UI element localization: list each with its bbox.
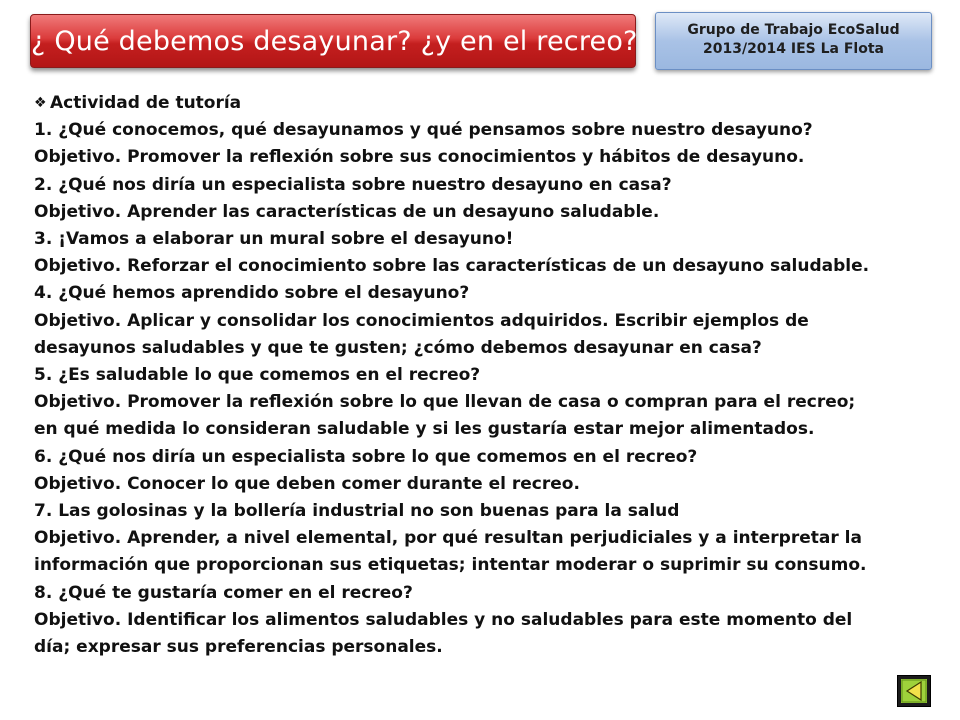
activity-line: Objetivo. Promover la reflexión sobre sus conocimientos y hábitos de desayuno. — [34, 147, 805, 168]
activity-line: Objetivo. Aplicar y consolidar los conocimientos adquiridos. Escribir ejemplos de — [34, 310, 809, 331]
group-info-box — [655, 12, 932, 70]
back-button[interactable] — [897, 675, 931, 707]
activity-line: Objetivo. Promover la reflexión sobre lo que llevan de casa o compran para el recreo; — [34, 392, 856, 413]
school-year: 2013/2014 IES La Flota — [702, 41, 884, 57]
activity-content — [34, 90, 904, 661]
activity-line: desayunos saludables y que te gusten; ¿cómo debemos desayunar en casa? — [34, 337, 762, 358]
diamond-bullet-icon: ❖ — [34, 95, 47, 111]
activity-line: Objetivo. Identificar los alimentos saludables y no saludables para este momento del — [34, 609, 853, 630]
activity-line: 6. ¿Qué nos diría un especialista sobre lo que comemos en el recreo? — [34, 446, 698, 467]
slide-title: ¿ Qué debemos desayunar? ¿y en el recreo? — [30, 14, 636, 68]
back-arrow-icon — [901, 679, 927, 703]
activity-line: Objetivo. Conocer lo que deben comer durante el recreo. — [34, 473, 580, 494]
activity-line: 3. ¡Vamos a elaborar un mural sobre el desayuno! — [34, 229, 514, 250]
activity-line: 4. ¿Qué hemos aprendido sobre el desayuno? — [34, 283, 470, 304]
section-heading: Actividad de tutoría — [50, 93, 242, 113]
activity-line: información que proporcionan sus etiquetas; intentar moderar o suprimir su consumo. — [34, 555, 867, 576]
activity-line: Objetivo. Aprender, a nivel elemental, por qué resultan perjudiciales y a interpretar la — [34, 528, 862, 549]
activity-line: 7. Las golosinas y la bollería industrial no son buenas para la salud — [34, 501, 680, 522]
activity-line: 1. ¿Qué conocemos, qué desayunamos y qué pensamos sobre nuestro desayuno? — [34, 120, 813, 141]
activity-line: Objetivo. Reforzar el conocimiento sobre las características de un desayuno saludable. — [34, 256, 870, 277]
activity-line: 8. ¿Qué te gustaría comer en el recreo? — [34, 582, 413, 603]
activity-line: en qué medida lo consideran saludable y si les gustaría estar mejor alimentados. — [34, 419, 815, 440]
group-name: Grupo de Trabajo EcoSalud — [687, 22, 900, 38]
activity-line: 5. ¿Es saludable lo que comemos en el recreo? — [34, 365, 481, 386]
activity-line: día; expresar sus preferencias personales. — [34, 637, 443, 658]
section-heading-row — [34, 90, 904, 117]
activity-line: Objetivo. Aprender las características de un desayuno saludable. — [34, 201, 660, 222]
activity-line: 2. ¿Qué nos diría un especialista sobre nuestro desayuno en casa? — [34, 174, 672, 195]
